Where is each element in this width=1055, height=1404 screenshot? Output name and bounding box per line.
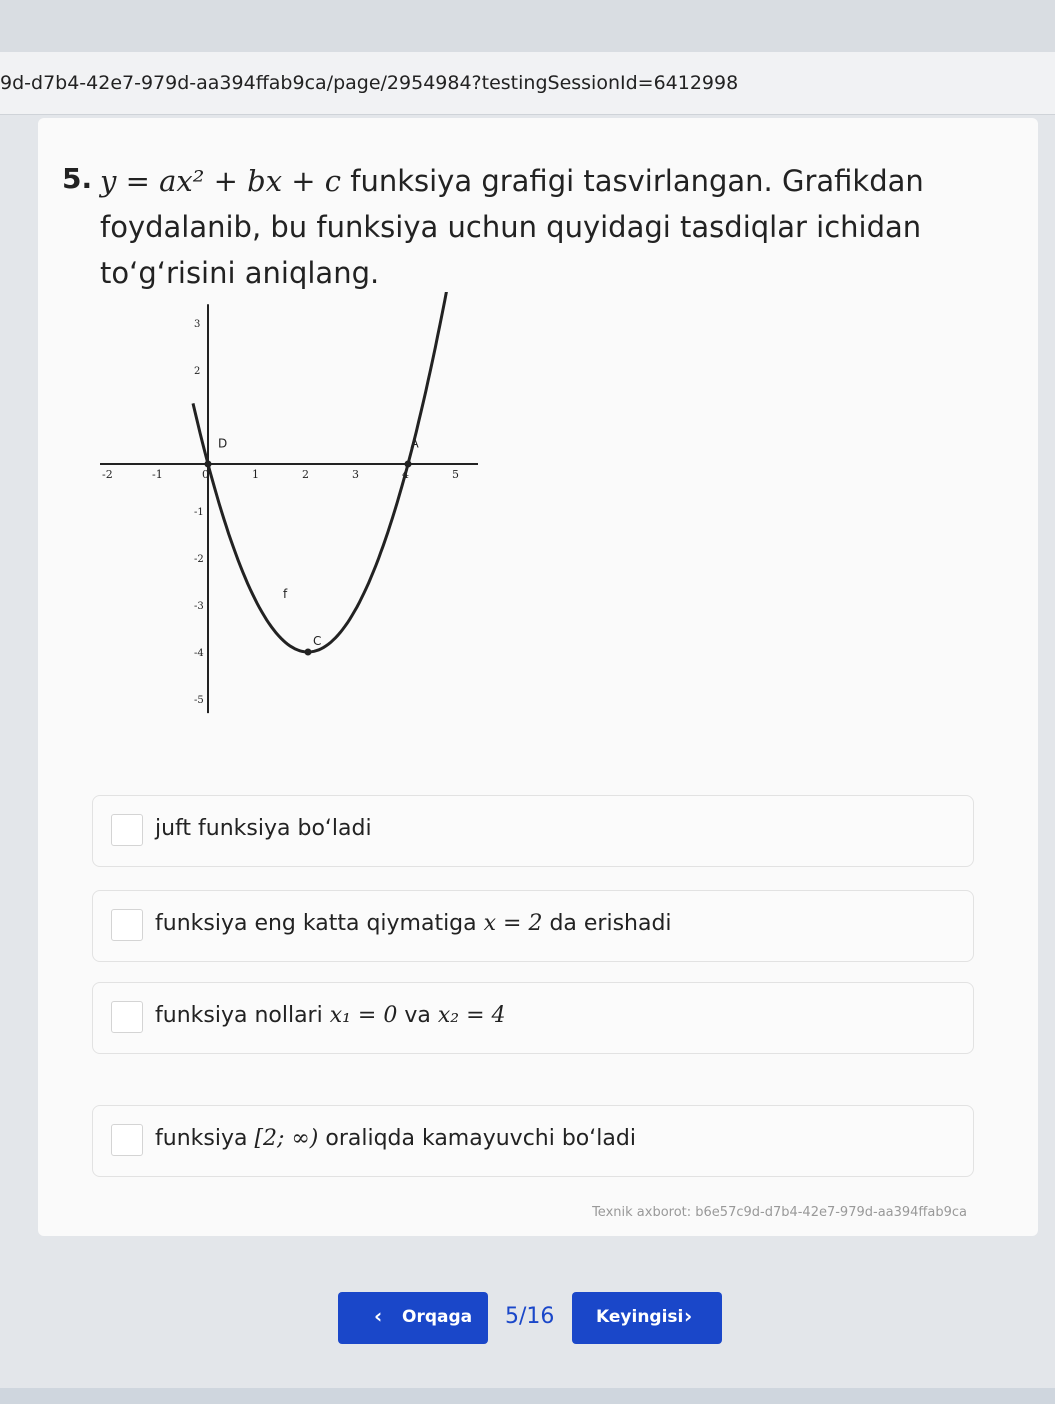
option-4-checkbox[interactable]: [111, 1124, 143, 1156]
vertex-point-c: [305, 649, 312, 656]
question-formula: y = ax² + bx + c: [100, 164, 342, 198]
option-4[interactable]: [92, 1105, 974, 1177]
next-button[interactable]: [572, 1292, 722, 1344]
option-4-label: [155, 1126, 636, 1151]
question-text-line1: funksiya grafigi tasvirlangan. Grafikdan: [341, 164, 924, 198]
question-text: [100, 158, 1000, 296]
parabola-graph: [100, 292, 480, 732]
next-button-label: Keyingisi: [596, 1307, 684, 1327]
option-1[interactable]: [92, 795, 974, 867]
x-tick-4: 2: [302, 468, 309, 481]
browser-bottom-strip: [0, 1388, 1055, 1404]
option-4-text-pre: funksiya: [155, 1126, 255, 1151]
root-point-d: [205, 461, 212, 468]
y-tick-2: -1: [194, 507, 204, 518]
x-tick-0: -2: [102, 468, 113, 481]
chevron-right-icon: ›: [684, 1304, 693, 1328]
graph-point-labels: [218, 437, 420, 648]
point-label-c: C: [313, 633, 322, 648]
option-2-text-post: da erishadi: [542, 911, 672, 936]
page-indicator: 5/16: [505, 1304, 555, 1329]
x-tick-7: 5: [452, 468, 459, 481]
parabola-curve: [193, 292, 478, 652]
y-tick-5: -4: [194, 648, 204, 659]
root-point-a: [405, 461, 412, 468]
option-3-text-mid: va: [397, 1003, 438, 1028]
option-3-math2: x₂ = 4: [437, 1003, 506, 1028]
question-number: 5.: [62, 162, 93, 195]
option-2-text-pre: funksiya eng katta qiymatiga: [155, 911, 484, 936]
option-3[interactable]: [92, 982, 974, 1054]
y-tick-1: 2: [194, 366, 201, 377]
option-3-label: [155, 1003, 506, 1028]
question-text-line3: to‘g‘risini aniqlang.: [100, 256, 380, 290]
option-2-math: x = 2: [483, 911, 543, 936]
option-2[interactable]: [92, 890, 974, 962]
x-tick-5: 3: [352, 468, 359, 481]
x-tick-1: -1: [152, 468, 163, 481]
option-4-text-post: oraliqda kamayuvchi bo‘ladi: [318, 1126, 636, 1151]
y-tick-6: -5: [194, 695, 204, 706]
tech-info: Texnik axborot: b6e57c9d-d7b4-42e7-979d-aa394ffab9ca: [592, 1205, 967, 1220]
chevron-left-icon: ‹: [374, 1304, 383, 1328]
point-label-d: D: [218, 436, 228, 451]
point-label-a: A: [410, 436, 419, 451]
back-button[interactable]: [338, 1292, 488, 1344]
back-button-label: Orqaga: [402, 1307, 473, 1327]
graph-points: [205, 461, 412, 656]
option-1-checkbox[interactable]: [111, 814, 143, 846]
option-2-label: [155, 911, 672, 936]
address-bar[interactable]: [0, 52, 1055, 115]
option-2-checkbox[interactable]: [111, 909, 143, 941]
x-tick-6: 4: [402, 468, 409, 481]
x-tick-3: 1: [252, 468, 259, 481]
url-text: 9d-d7b4-42e7-979d-aa394ffab9ca/page/2954984?testingSessionId=6412998: [0, 72, 739, 94]
question-text-line2: foydalanib, bu funksiya uchun quyidagi tasdiqlar ichidan: [100, 210, 922, 244]
option-4-math: [2; ∞): [254, 1126, 319, 1151]
y-tick-4: -3: [194, 601, 204, 612]
option-3-checkbox[interactable]: [111, 1001, 143, 1033]
x-tick-2: 0: [202, 468, 209, 481]
y-tick-0: 3: [194, 319, 201, 330]
option-1-label: juft funksiya bo‘ladi: [155, 816, 372, 841]
option-3-text-pre: funksiya nollari: [155, 1003, 330, 1028]
option-3-math1: x₁ = 0: [329, 1003, 398, 1028]
browser-top-strip: [0, 0, 1055, 52]
point-label-f: f: [283, 586, 288, 601]
y-tick-labels: [194, 319, 204, 706]
y-tick-3: -2: [194, 554, 204, 565]
